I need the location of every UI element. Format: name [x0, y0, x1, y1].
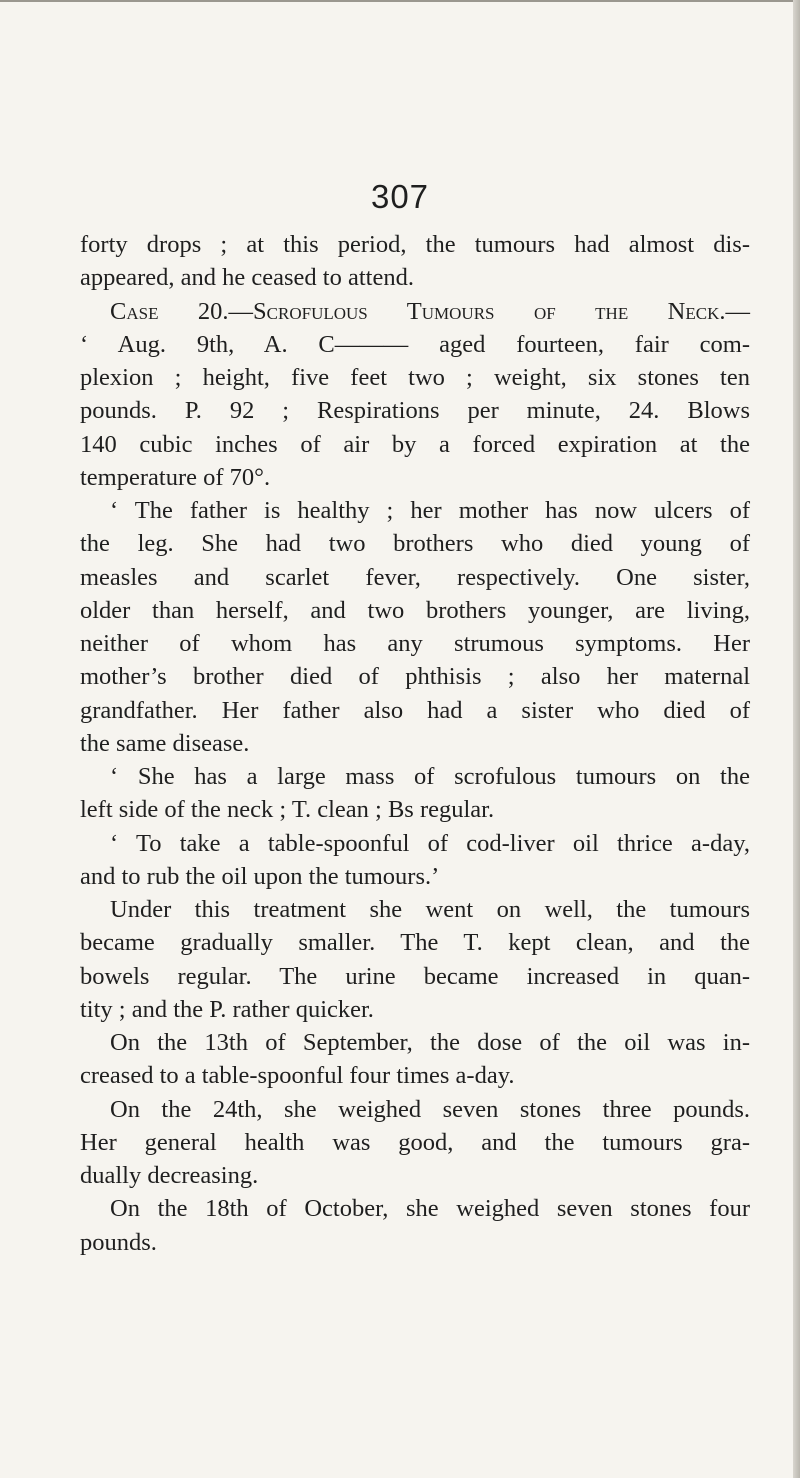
text-line: temperature of 70°. — [80, 463, 271, 491]
text-line: Under this treatment she went on well, the tumours — [110, 896, 750, 923]
text-line: dually decreasing. — [80, 1162, 259, 1189]
text-line: appeared, and he ceased to attend. — [80, 264, 414, 292]
text-line: ‘ The father is healthy ; her mother has now ulcers of — [110, 497, 750, 524]
text-line: Case 20.—Scrofulous Tumours of the Neck.— — [110, 297, 750, 325]
text-line: On the 24th, she weighed seven stones three pounds. — [110, 1095, 750, 1123]
text-line: neither of whom has any strumous symptoms. Her — [80, 630, 750, 657]
text-line: On the 18th of October, she weighed seven stones four — [110, 1195, 750, 1223]
page-number: 307 — [370, 178, 430, 215]
text-line: forty drops ; at this period, the tumours had almost dis- — [80, 231, 750, 258]
text-line: the leg. She had two brothers who died young of — [80, 530, 750, 558]
text-line: creased to a table-spoonful four times a-day. — [80, 1062, 515, 1090]
text-line: ‘ She has a large mass of scrofulous tumours on the — [110, 763, 750, 790]
text-line: Her general health was good, and the tumours gra- — [80, 1128, 750, 1156]
text-line: pounds. P. 92 ; Respirations per minute, 24. Blows — [80, 397, 750, 425]
text-line: mother’s brother died of phthisis ; also her maternal — [80, 663, 750, 691]
text-line: plexion ; height, five feet two ; weight, six stones ten — [80, 364, 750, 391]
text-line: older than herself, and two brothers younger, are living, — [80, 596, 750, 624]
text-line: bowels regular. The urine became increased in quan- — [80, 962, 750, 990]
text-line: the same disease. — [80, 729, 250, 757]
page-top-edge — [0, 0, 800, 2]
text-line: became gradually smaller. The T. kept clean, and the — [80, 929, 750, 957]
text-line: ‘ Aug. 9th, A. C——— aged fourteen, fair com- — [80, 330, 750, 358]
text-line: measles and scarlet fever, respectively. One sister, — [80, 563, 750, 591]
text-line: tity ; and the P. rather quicker. — [80, 995, 374, 1023]
text-line: 140 cubic inches of air by a forced expiration at the — [80, 430, 750, 458]
page-right-edge — [793, 0, 800, 1478]
text-line: and to rub the oil upon the tumours.’ — [80, 862, 440, 890]
text-line: pounds. — [80, 1228, 157, 1256]
text-line: grandfather. Her father also had a sister who died of — [80, 696, 750, 724]
text-line: On the 13th of September, the dose of the oil was in- — [110, 1029, 750, 1056]
text-line: left side of the neck ; T. clean ; Bs regular. — [80, 796, 495, 824]
text-line: ‘ To take a table-spoonful of cod-liver oil thrice a-day, — [110, 829, 750, 857]
body-text — [80, 228, 750, 1259]
